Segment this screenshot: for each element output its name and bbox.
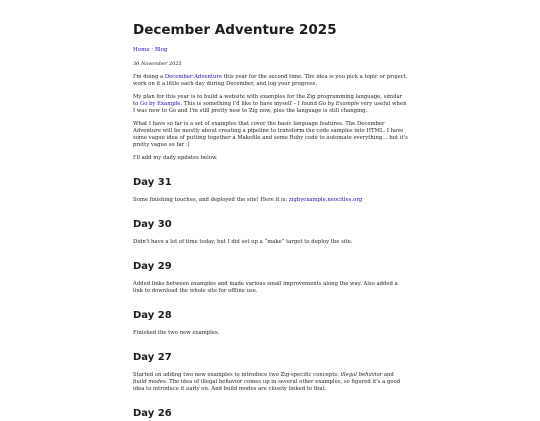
post-date: 30 November 2025	[133, 61, 182, 67]
intro-paragraph-2	[133, 94, 408, 115]
text: My plan for this year is to build a website with examples for the Zig programming language, similar to	[133, 94, 403, 107]
intro-paragraph-4: I'll add my daily updates below.	[133, 155, 218, 161]
site-link[interactable]: zigbyexample.neocities.org	[288, 197, 363, 203]
day-30-heading: Day 30	[133, 219, 172, 230]
emphasis: build modes	[133, 379, 166, 385]
day-27-text	[133, 372, 408, 393]
intro-paragraph-1	[133, 74, 408, 88]
text: Started on adding two new examples to introduce two Zig-specific concepts:	[133, 372, 341, 378]
text: this year for the second time. The idea is you pick a topic or project, work on it a little each day during December, and log your progress.	[133, 74, 408, 87]
intro-paragraph-3: What I have so far is a set of examples that cover the basic language features. The December Adventure will be mostly about creating a pipeline to transform the code samples into HTML. I have some vague idea of putting together a Makefile and some Ruby code to automate everything… but it's pretty vague so far :)	[133, 121, 408, 148]
blog-link[interactable]: Blog	[154, 47, 168, 53]
day-28-heading: Day 28	[133, 310, 172, 321]
day-31-text	[133, 197, 408, 204]
text: . The idea of illegal behavior comes up in several other examples, so figured it's a good idea to introduce it early on. And build modes are closely linked to that.	[133, 379, 401, 392]
text: I'm doing a	[133, 74, 165, 80]
emphasis: Go by Example	[318, 101, 359, 107]
text: and	[382, 372, 394, 378]
text: . This is something I'd like to have myself – I found	[180, 101, 319, 107]
home-link[interactable]: Home	[133, 47, 150, 53]
day-30-text: Didn't have a lot of time today, but I did set up a “make” target to deploy the site.	[133, 239, 353, 245]
day-27-heading: Day 27	[133, 352, 172, 363]
text: Some finishing touches, and deployed the site! Here it is:	[133, 197, 289, 203]
emphasis: illegal behavior	[340, 372, 383, 378]
day-28-text: Finished the two new examples.	[133, 330, 220, 336]
nav-separator: ·	[149, 47, 155, 53]
day-31-heading: Day 31	[133, 177, 172, 188]
go-by-example-link[interactable]: Go by Example	[140, 101, 181, 107]
december-adventure-link[interactable]: December Adventure	[164, 74, 223, 80]
breadcrumb	[133, 46, 408, 54]
text: very useful when I was new to Go and I'm still pretty new to Zig now, plus the language is still changing.	[133, 101, 407, 114]
page-title: December Adventure 2025	[133, 22, 337, 38]
article	[133, 20, 408, 421]
day-26-heading: Day 26	[133, 408, 172, 419]
day-29-heading: Day 29	[133, 261, 172, 272]
day-29-text: Added links between examples and made various small improvements along the way. Also added a link to download the whole site for offline use.	[133, 281, 398, 294]
